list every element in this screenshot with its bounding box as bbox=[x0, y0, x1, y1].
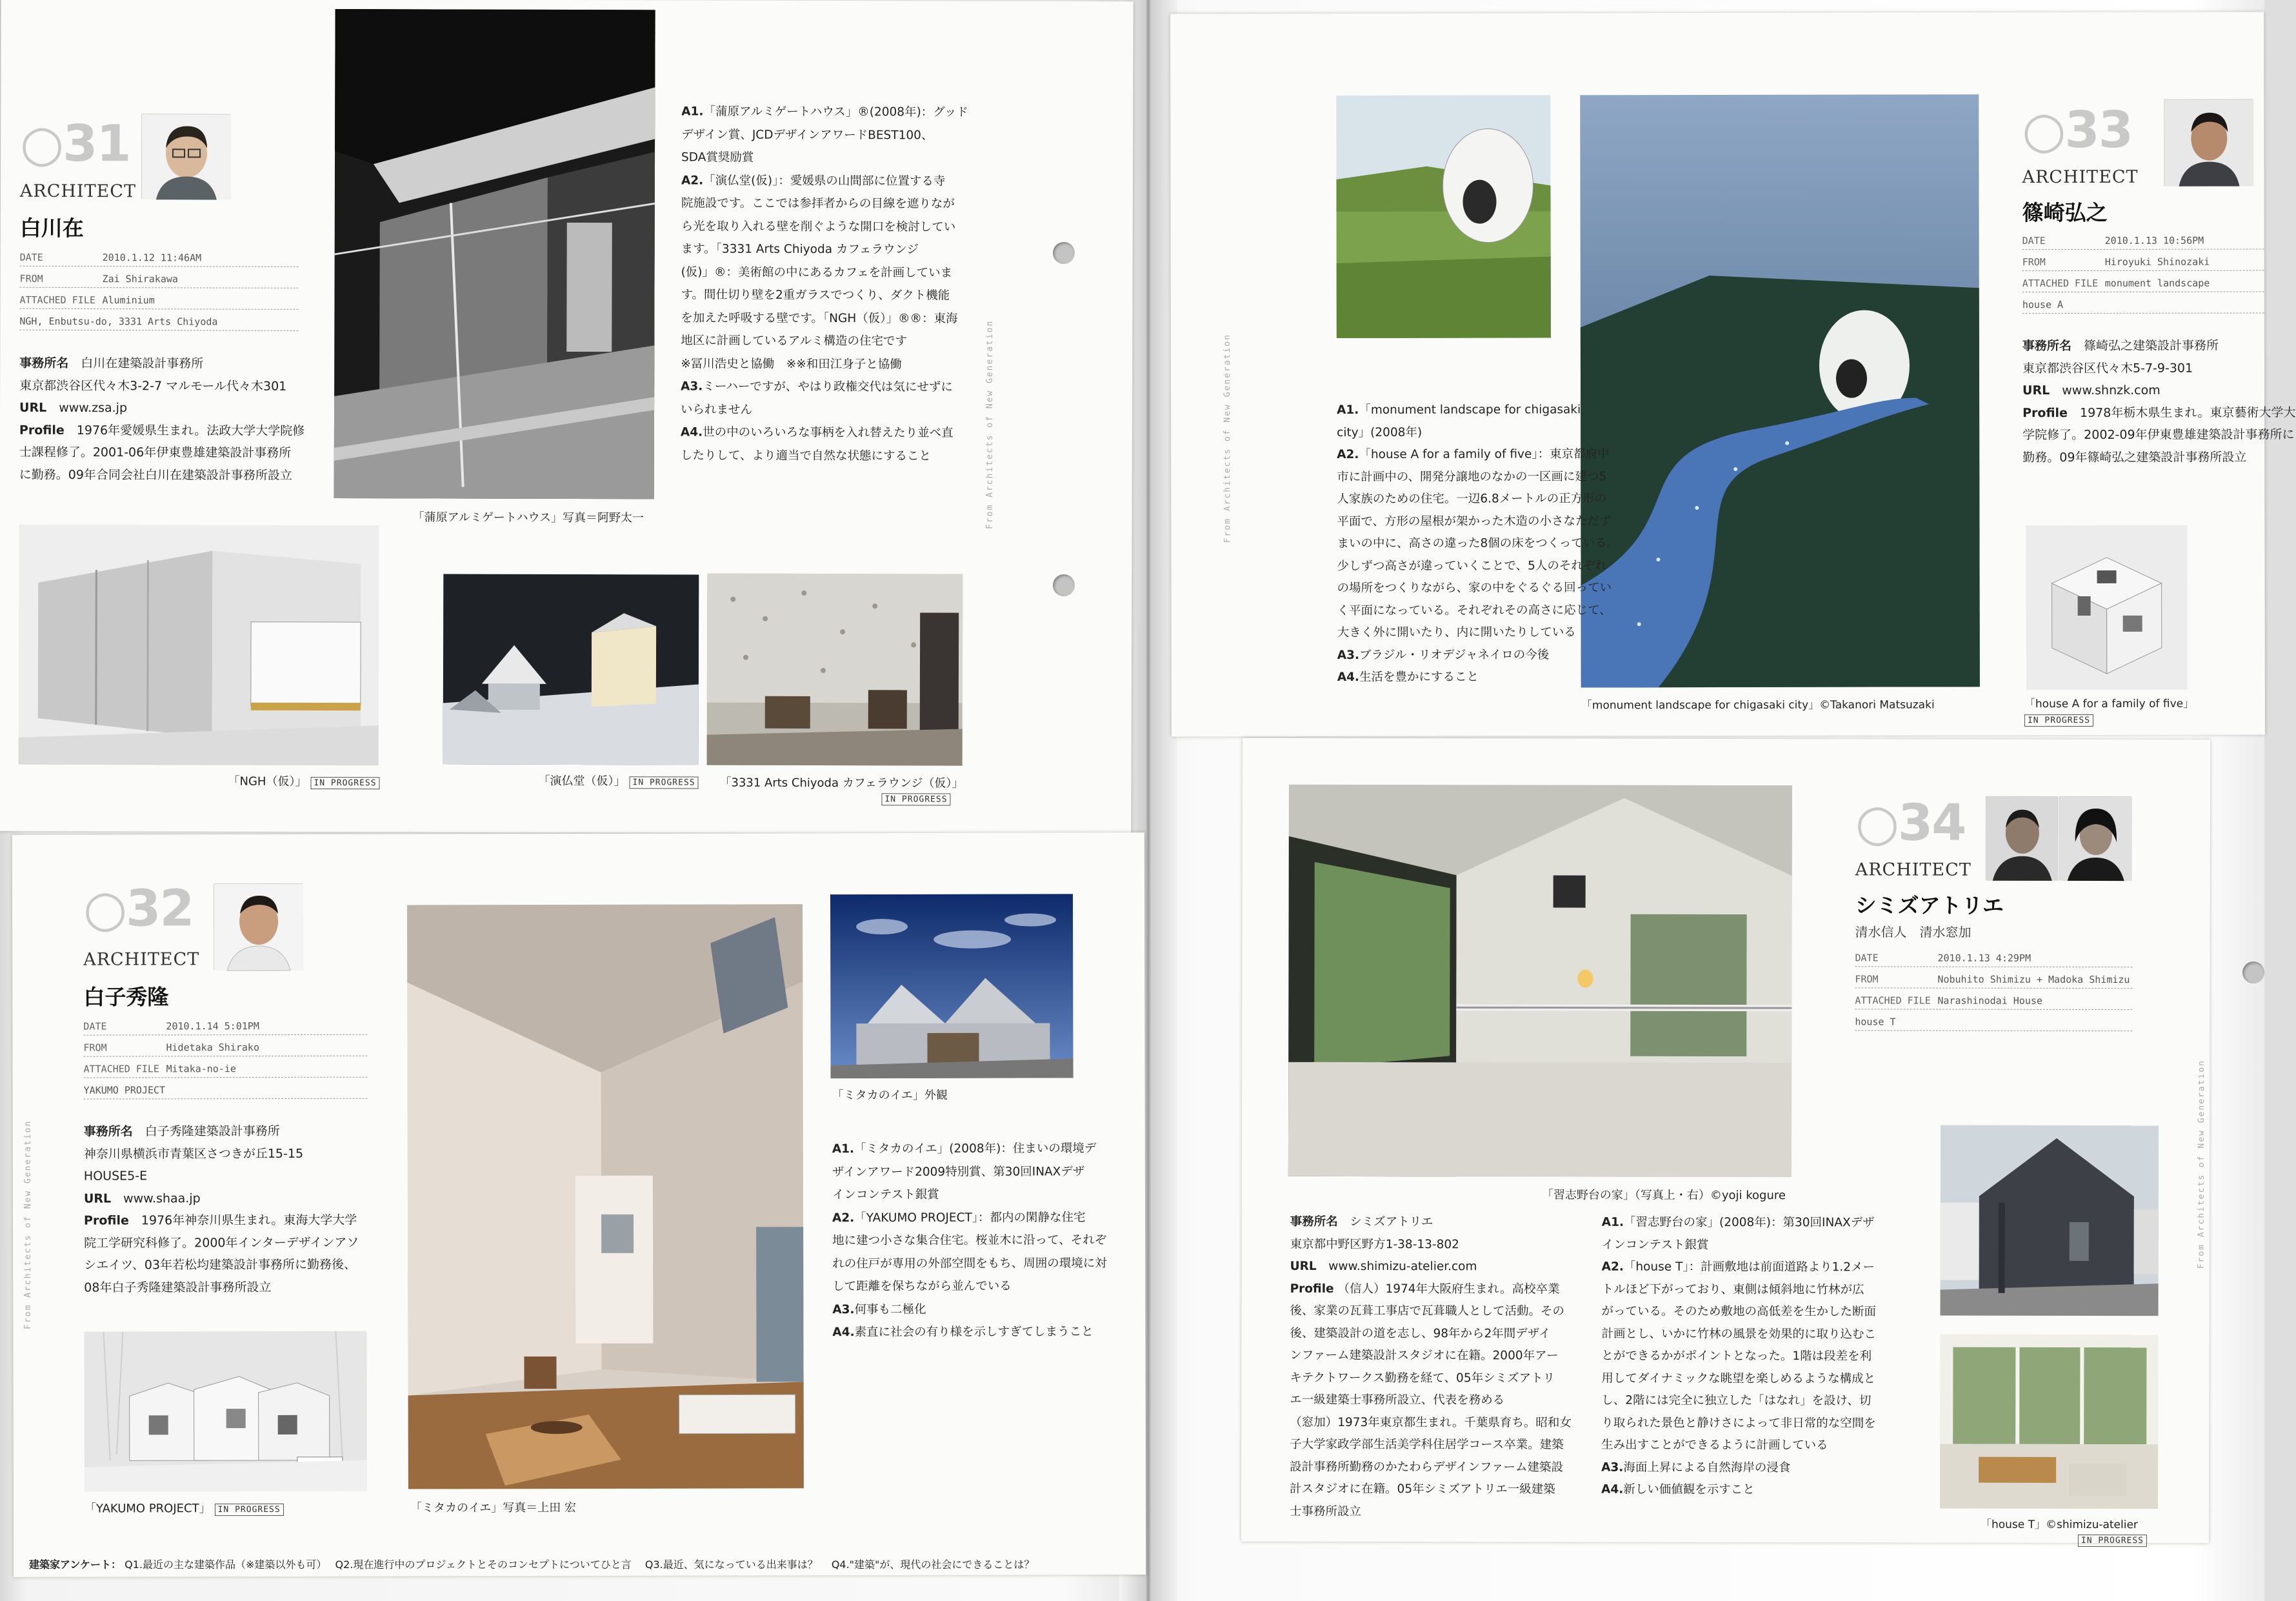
mail-row: FROM Hiroyuki Shinozaki bbox=[2022, 250, 2264, 272]
avatar bbox=[141, 114, 230, 199]
mail-row: NGH, Enbutsu-do, 3331 Arts Chiyoda bbox=[19, 309, 298, 331]
photo-house-t-interior bbox=[1940, 1334, 2158, 1509]
photo-ngh-model bbox=[19, 525, 379, 765]
side-running-text: From Architects of New Generation bbox=[2196, 1059, 2207, 1269]
profile-block: 事務所名 篠崎弘之建築設計事務所 東京都渋谷区代々木5-7-9-301 URL www.shnzk.com Profile 1978年栃木県生まれ。東京藝術大学大 学院修了。2002-09年伊東豊雄建築設計事務所に 勤務。09年篠崎弘之建築設計事務所設立 bbox=[2022, 338, 2296, 465]
entry-number: ○34 bbox=[1855, 794, 1966, 852]
binder-hole bbox=[1053, 574, 1075, 596]
caption-narashinodai: 「習志野台の家」（写真上・右）©yoji kogure bbox=[1541, 1188, 1786, 1203]
caption-house-a: 「house A for a family of five」 bbox=[2024, 697, 2195, 711]
card-32 bbox=[12, 832, 1146, 1577]
avatar bbox=[2164, 99, 2253, 186]
mail-row: ATTACHED FILE Narashinodai House bbox=[1855, 988, 2132, 1010]
photo-mitaka-interior bbox=[407, 904, 804, 1489]
entry-number: ○33 bbox=[2022, 101, 2133, 160]
card-34 bbox=[1241, 738, 2210, 1544]
binder-hole bbox=[1053, 242, 1075, 264]
answers-31: A1.「蒲原アルミゲートハウス」®(2008年)：グッド デザイン賞、JCDデザインアワードBEST100、 SDA賞奨励賞 A2.「演仏堂(仮)」：愛媛県の山間部に位置する寺 院施設です。ここでは参拝者からの目線を遮りなが ら光を取り入れる壁を削ぐような開口を検討してい ます。「3331 Arts Chiyoda カフェラウンジ (仮)」®：美術館の中にあるカフェを計画していま す。間仕切り壁を2重ガラスでつくり、ダクト機能 を加えた呼吸する壁です。「NGH（仮）」®®：東海 地区に計画しているアルミ構造の住宅です ※冨川浩史と協働 ※※和田江身子と協働 A3.ミーハーですが、やはり政権交代は気にせずに いられません A4.世の中のいろいろな事柄を入れ替えたり並べ直 したりして、より適当で自然な状態にすること bbox=[680, 105, 968, 463]
caption-yakumo: 「YAKUMO PROJECT」 IN PROGRESS bbox=[85, 1499, 284, 1516]
architect-name: 篠崎弘之 bbox=[2022, 199, 2108, 226]
entry-number: ○32 bbox=[83, 880, 194, 938]
avatar bbox=[214, 883, 303, 970]
card-33 bbox=[1170, 12, 2296, 737]
questionnaire-footer: 建築家アンケート： Q1.最近の主な建築作品（※建築以外も可） Q2.現在進行中のプロジェクトとそのコンセプトについてひと言 Q3.最近、気になっている出来事は？ Q4."建築"が、現代の社会にできることは？ bbox=[29, 1558, 1035, 1571]
mail-row: DATE 2010.1.13 10:56PM bbox=[2022, 228, 2264, 250]
photo-yakumo-model bbox=[84, 1331, 367, 1492]
architect-label: ARCHITECT bbox=[83, 949, 200, 970]
caption-gate-house: 「蒲原アルミゲートハウス」写真＝阿野太一 bbox=[412, 510, 644, 525]
mail-row: FROM Nobuhito Shimizu + Madoka Shimizu bbox=[1855, 967, 2132, 989]
architect-name: 白川在 bbox=[19, 215, 84, 241]
members: 清水信人 清水窓加 bbox=[1855, 924, 1972, 940]
mail-row: ATTACHED FILE Mitaka-no-ie bbox=[84, 1056, 368, 1078]
caption-cafe-lounge: 「3331 Arts Chiyoda カフェラウンジ（仮）」 bbox=[719, 776, 964, 790]
mail-row: DATE 2010.1.12 11:46AM bbox=[20, 245, 299, 267]
mail-header bbox=[1855, 945, 2132, 1031]
in-progress-badge: IN PROGRESS bbox=[2024, 714, 2093, 727]
card-31 bbox=[0, 0, 1133, 834]
architect-label: ARCHITECT bbox=[2022, 166, 2139, 188]
entry-number: ○31 bbox=[19, 114, 130, 174]
architect-label: ARCHITECT bbox=[1855, 860, 1972, 880]
profile-block: 事務所名 白子秀隆建築設計事務所 神奈川県横浜市青葉区さつきが丘15-15 HOUSE5-E URL www.shaa.jp Profile 1976年神奈川県生まれ。東海大学大学 院工学研究科修了。2000年インターデザインアソ シエイツ、03年若松均建築設計事務所に勤務後、 08年白子秀隆建築設計事務所設立 bbox=[83, 1123, 359, 1295]
side-running-text: From Architects of New Generation bbox=[1222, 334, 1233, 543]
mail-row: YAKUMO PROJECT bbox=[84, 1078, 368, 1100]
caption-house-t: 「house T」©shimizu-atelier bbox=[1980, 1518, 2138, 1532]
answers-32: A1.「ミタカのイエ」(2008年)：住まいの環境デ ザインアワード2009特別賞、第30回INAXデザ インコンテスト銀賞 A2.「YAKUMO PROJECT」：都内の閑静な住宅 地に建つ小さな集合住宅。桜並木に沿って、それぞ れの住戸が専用の外部空間をもち、周囲の環境に対 して距離を保ちながら並んでいる A3.何事も二極化 A4.素直に社会の有り様を示しすぎてしまうこと bbox=[832, 1142, 1107, 1340]
mail-row: DATE 2010.1.13 4:29PM bbox=[1855, 945, 2132, 967]
caption-mitaka-interior: 「ミタカのイエ」写真＝上田 宏 bbox=[410, 1501, 577, 1515]
architect-label: ARCHITECT bbox=[19, 181, 137, 202]
answers-34: A1.「習志野台の家」(2008年)：第30回INAXデザ インコンテスト銀賞 A2.「house T」：計画敷地は前面道路より1.2メー トルほど下がっており、東側は傾斜地に竹林が広 がっている。そのため敷地の高低差を生かした断面 計画とし、いかに竹林の風景を効果的に取り込むこ とができるかがポイントとなった。1階は段差を利 用してダイナミックな眺望を楽しめるような構成と し、2階には完全に独立した「はなれ」を設け、切 り取られた景色と静けさによって非日常的な空間を 生み出すことができるように計画している A3.海面上昇による自然海岸の浸食 A4.新しい価値観を示すこと bbox=[1601, 1215, 1877, 1497]
architect-name: 白子秀隆 bbox=[83, 984, 169, 1010]
photo-narashinodai-interior bbox=[1288, 785, 1792, 1177]
avatar bbox=[2059, 796, 2131, 880]
caption-mitaka-exterior: 「ミタカのイエ」外観 bbox=[832, 1088, 948, 1103]
answers-33: A1.「monument landscape for chigasaki city」(2008年) A2.「house A for a family of five」：東京都府中 市に計画中の、開発分譲地のなかの一区画に建つ5 人家族のための住宅。一辺6.8メートルの正方形の 平面で、方形の屋根が架かった木造の小さなただず まいの中に、高さの違った8個の床をつくっている。 少しずつ高さが違っていくことで、5人のそれぞれ の場所をつくりながら、家の中をぐるぐる回ってい く平面になっている。それぞれその高さに応じて、 大きく外に開いたり、内に開いたりしている A3.ブラジル・リオデジャネイロの今後 A4.生活を豊かにすること bbox=[1337, 403, 1619, 685]
mail-row: FROM Hidetaka Shirako bbox=[83, 1035, 367, 1057]
in-progress-badge: IN PROGRESS bbox=[215, 1504, 284, 1516]
photo-enbutsu-do bbox=[443, 574, 699, 765]
profile-block: 事務所名 シミズアトリエ 東京都中野区野方1-38-13-802 URL www.shimizu-atelier.com Profile （信人）1974年大阪府生まれ。高校卒業 後、家業の瓦葺工事店で瓦葺職人として活動。その 後、建築設計の道を志し、98年から2年間デザイ ンファーム建築設計スタジオに在籍。2000年アー キテクトワークス勤務を経て、05年シミズアトリ エ一級建築士事務所設立、代表を務める （窓加）1973年東京都生まれ。千葉県育ち。昭和女 子大学家政学部生活美学科住居学コース卒業。建築 設計事務所勤務のかたわらデザインファーム建築設 計スタジオに在籍。05年シミズアトリエ一級建築 士事務所設立 bbox=[1289, 1214, 1572, 1518]
photo-cafe-lounge bbox=[707, 574, 963, 766]
mail-row: DATE 2010.1.14 5:01PM bbox=[83, 1014, 367, 1036]
in-progress-badge: IN PROGRESS bbox=[310, 777, 379, 789]
caption-ngh: 「NGH（仮）」 IN PROGRESS bbox=[228, 772, 379, 790]
photo-gate-house bbox=[334, 9, 655, 499]
caption-monument-landscape: 「monument landscape for chigasaki city」©Takanori Matsuzaki bbox=[1581, 698, 1935, 712]
avatar bbox=[1986, 796, 2058, 880]
mail-header bbox=[83, 1014, 367, 1100]
caption-enbutsu-do: 「演仏堂（仮）」 IN PROGRESS bbox=[538, 772, 698, 789]
photo-monument-detail bbox=[1336, 95, 1551, 338]
profile-block: 事務所名 白川在建築設計事務所 東京都渋谷区代々木3-2-7 マルモール代々木301 URL www.zsa.jp Profile 1976年愛媛県生まれ。法政大学大学院修 士課程修了。2001-06年伊東豊雄建築設計事務所 に勤務。09年合同会社白川在建築設計事務所設立 bbox=[19, 356, 305, 483]
photo-house-a-model bbox=[2026, 525, 2187, 690]
side-running-text: From Architects of New Generation bbox=[985, 319, 995, 529]
mail-header bbox=[2022, 228, 2264, 314]
binder-hole bbox=[2242, 962, 2264, 983]
in-progress-badge: IN PROGRESS bbox=[629, 776, 698, 789]
mail-row: house A bbox=[2022, 292, 2264, 314]
architect-name: シミズアトリエ bbox=[1855, 892, 2004, 918]
mail-row: house T bbox=[1855, 1009, 2132, 1031]
photo-mitaka-exterior bbox=[830, 894, 1073, 1078]
side-running-text: From Architects of New Generation bbox=[23, 1120, 33, 1329]
photo-house-t-exterior bbox=[1941, 1125, 2159, 1316]
mail-row: ATTACHED FILE Aluminium bbox=[19, 288, 298, 310]
in-progress-badge: IN PROGRESS bbox=[881, 793, 950, 805]
in-progress-badge: IN PROGRESS bbox=[2078, 1535, 2147, 1547]
mail-row: FROM Zai Shirakawa bbox=[20, 267, 299, 288]
mail-row: ATTACHED FILE monument landscape bbox=[2022, 271, 2264, 293]
mail-header bbox=[19, 245, 298, 331]
photo-monument-landscape bbox=[1580, 94, 1980, 687]
